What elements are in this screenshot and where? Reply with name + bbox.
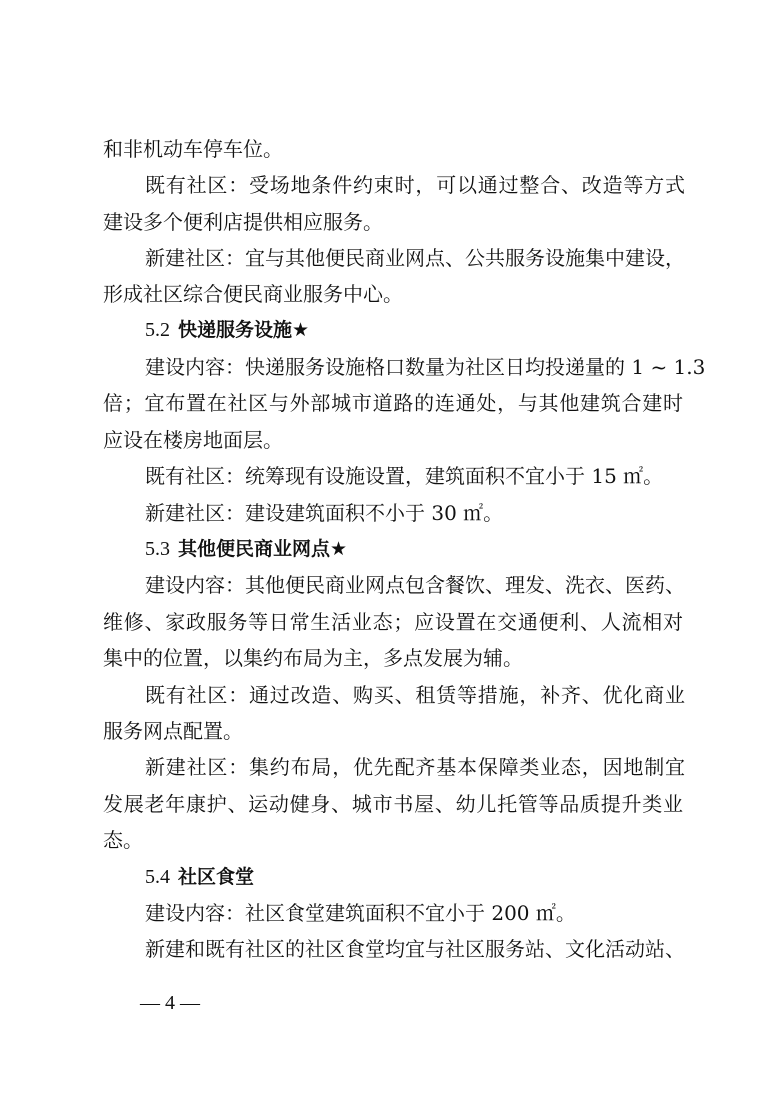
body-line: 服务网点配置。 (103, 719, 243, 743)
section-heading-5-3 (145, 531, 725, 567)
body-line: 新建社区：集约布局，优先配齐基本保障类业态，因地制宜 (145, 755, 685, 779)
body-line: 新建和既有社区的社区食堂均宜与社区服务站、文化活动站、 (145, 937, 685, 961)
section-heading-5-2 (145, 312, 725, 348)
body-line: 建设内容：社区食堂建筑面积不宜小于 200 ㎡。 (145, 901, 576, 925)
section-number: 5.2 (145, 319, 170, 341)
page-number: — 4 — (140, 992, 200, 1014)
body-line: 倍；宜布置在社区与外部城市道路的连通处，与其他建筑合建时 (103, 391, 683, 415)
body-line: 发展老年康护、运动健身、城市书屋、幼儿托管等品质提升类业 (103, 792, 683, 816)
body-line: 新建社区：宜与其他便民商业网点、公共服务设施集中建设， (145, 246, 685, 270)
body-line: 维修、家政服务等日常生活业态；应设置在交通便利、人流相对 (103, 610, 683, 634)
body-line: 建设内容：其他便民商业网点包含餐饮、理发、洗衣、医药、 (145, 573, 685, 597)
body-line: 和非机动车停车位。 (103, 137, 283, 161)
body-line: 态。 (103, 828, 143, 852)
section-title: 社区食堂 (178, 866, 255, 888)
body-line: 建设多个便利店提供相应服务。 (103, 210, 383, 234)
section-heading-5-4 (145, 859, 725, 895)
section-number: 5.4 (145, 866, 170, 888)
section-title: 其他便民商业网点★ (178, 538, 348, 560)
body-line: 新建社区：建设建筑面积不小于 30 ㎡。 (145, 501, 504, 525)
body-line: 形成社区综合便民商业服务中心。 (103, 282, 403, 306)
body-line: 既有社区：受场地条件约束时，可以通过整合、改造等方式 (145, 173, 685, 197)
body-line: 既有社区：统筹现有设施设置，建筑面积不宜小于 15 ㎡。 (145, 464, 664, 488)
section-number: 5.3 (145, 538, 170, 560)
section-title: 快递服务设施★ (178, 319, 310, 341)
body-line: 应设在楼房地面层。 (103, 428, 283, 452)
body-line: 建设内容：快递服务设施格口数量为社区日均投递量的 1 ~ 1.3 (145, 355, 706, 379)
body-line: 集中的位置，以集约布局为主，多点发展为辅。 (103, 646, 523, 670)
body-line: 既有社区：通过改造、购买、租赁等措施，补齐、优化商业 (145, 683, 685, 707)
